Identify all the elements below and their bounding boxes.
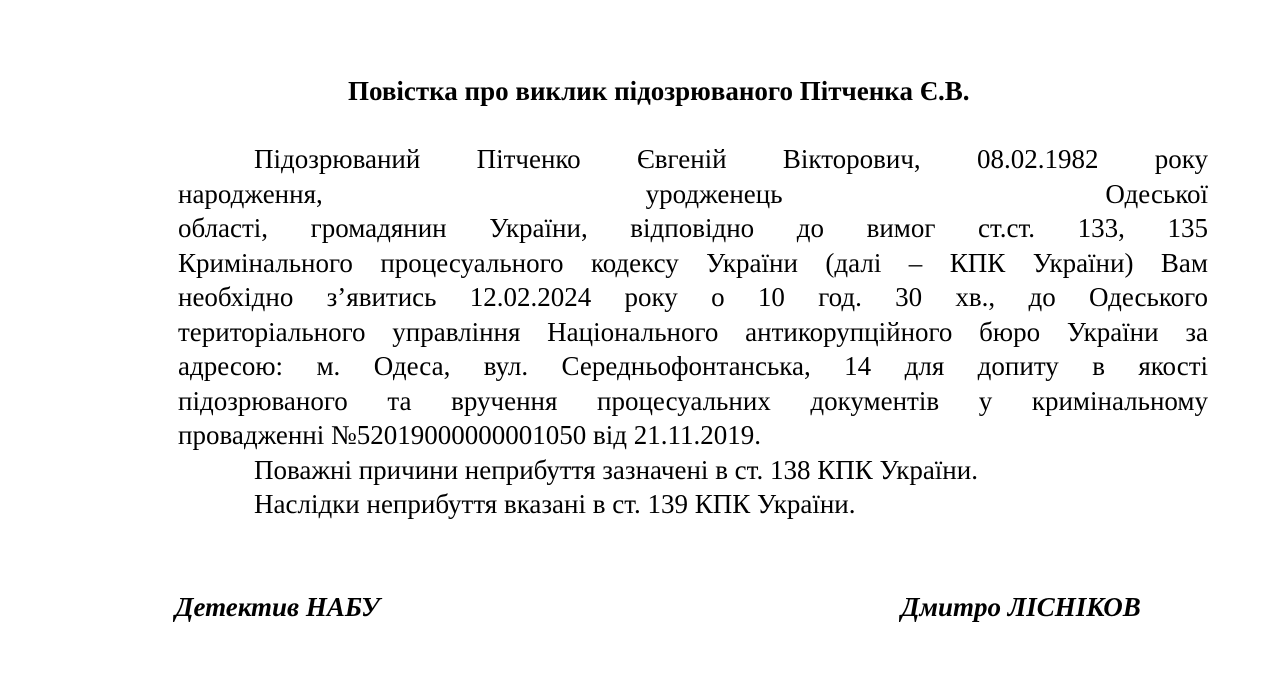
summons-body (178, 142, 1208, 522)
body-line-4: Кримінального процесуального кодексу України (далі – КПК України) Вам (178, 247, 1208, 278)
body-line-8: підозрюваного та вручення процесуальних документів у кримінальному (178, 385, 1208, 416)
paragraph-consequences: Наслідки неприбуття вказані в ст. 139 КПК України. (254, 489, 856, 519)
body-line-6: територіального управління Національного антикорупційного бюро України за (178, 316, 1208, 347)
signature-position: Детектив НАБУ (175, 592, 380, 622)
signature-name: Дмитро ЛІСНІКОВ (901, 592, 1141, 622)
body-line-9: провадженні №52019000000001050 від 21.11.2019. (178, 420, 761, 450)
body-line-3: області, громадянин України, відповідно до вимог ст.ст. 133, 135 (178, 213, 1208, 243)
body-line-5: необхідно з’явитись 12.02.2024 року о 10 год. 30 хв., до Одеського (178, 282, 1208, 312)
paragraph-valid-reasons: Поважні причини неприбуття зазначені в ст. 138 КПК України. (254, 454, 978, 485)
body-line-2: народження, уродженець Одеської (178, 178, 1208, 209)
body-line-7: адресою: м. Одеса, вул. Середньофонтанська, 14 для допиту в якості (178, 351, 1208, 381)
body-line-1: Підозрюваний Пітченко Євгеній Вікторович, 08.02.1982 року (254, 144, 1208, 174)
document-title: Повістка про виклик підозрюваного Пітченка Є.В. (348, 76, 970, 106)
